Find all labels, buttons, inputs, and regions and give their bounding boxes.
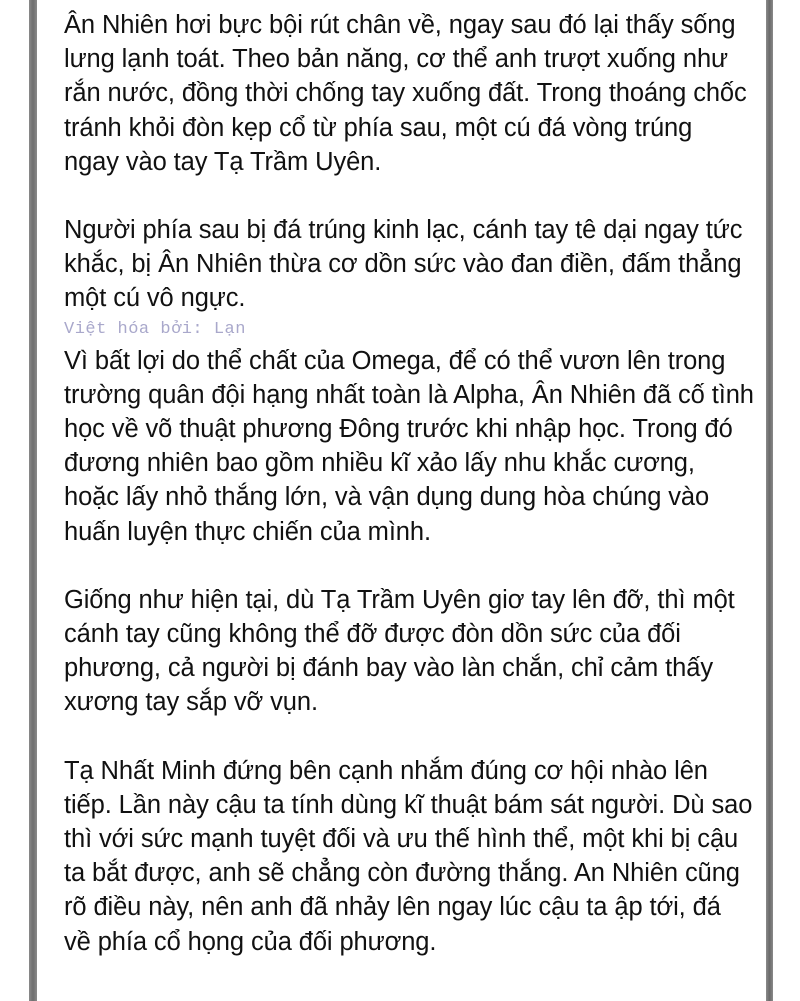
paragraph-1: Ân Nhiên hơi bực bội rút chân về, ngay sau đó lại thấy sống lưng lạnh toát. Theo bản năng, cơ thể anh trượt xuống như rắn nước, đồng thời chống tay xuống đất. Trong thoáng chốc tránh khỏi đòn kẹp cổ từ phía sau, một cú đá vòng trúng ngay vào tay Tạ Trầm Uyên. [64, 11, 747, 176]
translator-credit: Việt hóa bởi: Lạn [64, 319, 246, 339]
right-frame-border [766, 0, 773, 1001]
paragraph-spacer [64, 720, 754, 754]
left-frame-border [29, 0, 37, 1001]
paragraph-4: Giống như hiện tại, dù Tạ Trầm Uyên giơ tay lên đỡ, thì một cánh tay cũng không thể đỡ được đòn dồn sức của đối phương, cả người bị đánh bay vào làn chắn, chỉ cảm thấy xương tay sắp vỡ vụn. [64, 585, 735, 717]
paragraph-spacer [64, 179, 754, 213]
paragraph-5: Tạ Nhất Minh đứng bên cạnh nhắm đúng cơ hội nhào lên tiếp. Lần này cậu ta tính dùng kĩ thuật bám sát người. Dù sao thì với sức mạnh tuyệt đối và ưu thế hình thể, một khi bị cậu ta bắt được, anh sẽ chẳng còn đường thắng. An Nhiên cũng rõ điều này, nên anh đã nhảy lên ngay lúc cậu ta ập tới, đá về phía cổ họng của đối phương. [64, 756, 753, 956]
paragraph-2: Người phía sau bị đá trúng kinh lạc, cánh tay tê dại ngay tức khắc, bị Ân Nhiên thừa cơ dồn sức vào đan điền, đấm thẳng một cú vô ngực. [64, 216, 743, 313]
paragraph-spacer [64, 549, 754, 583]
paragraph-3: Vì bất lợi do thể chất của Omega, để có thể vươn lên trong trường quân đội hạng nhất toàn là Alpha, Ân Nhiên đã cố tình học về võ thuật phương Đông trước khi nhập học. Trong đó đương nhiên bao gồm nhiều kĩ xảo lấy nhu khắc cương, hoặc lấy nhỏ thắng lớn, và vận dụng dung hòa chúng vào huấn luyện thực chiến của mình. [64, 346, 754, 546]
story-text [64, 8, 754, 959]
